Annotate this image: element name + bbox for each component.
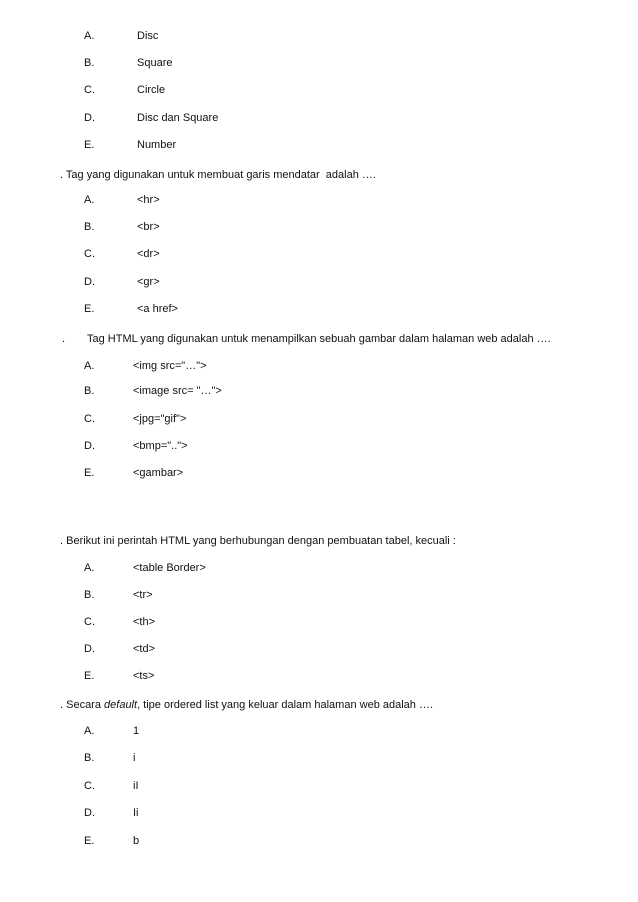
option-letter: C.	[84, 84, 95, 96]
question-text-emphasis: default	[104, 699, 138, 711]
option-text: Disc	[137, 30, 159, 42]
option-text: <table Border>	[133, 562, 206, 574]
question-text: . Berikut ini perintah HTML yang berhubungan dengan pembuatan tabel, kecuali :	[60, 535, 456, 547]
option-text: <dr>	[137, 248, 160, 260]
option-row	[0, 589, 638, 603]
option-letter: A.	[84, 360, 95, 372]
option-row	[0, 303, 638, 317]
option-row	[0, 413, 638, 427]
option-letter: D.	[84, 643, 95, 655]
option-text: <td>	[133, 643, 156, 655]
option-letter: E.	[84, 670, 95, 682]
option-row	[0, 276, 638, 290]
option-row	[0, 467, 638, 481]
option-letter: B.	[84, 221, 95, 233]
option-row	[0, 562, 638, 576]
option-letter: D.	[84, 440, 95, 452]
option-letter: D.	[84, 112, 95, 124]
option-text: b	[133, 835, 140, 847]
option-letter: B.	[84, 589, 95, 601]
option-row	[0, 725, 638, 739]
option-letter: B.	[84, 752, 95, 764]
option-row	[0, 835, 638, 849]
option-text: <hr>	[137, 194, 160, 206]
option-text: <gr>	[137, 276, 160, 288]
option-row	[0, 670, 638, 684]
option-row	[0, 194, 638, 208]
option-letter: A.	[84, 30, 95, 42]
option-letter: C.	[84, 248, 95, 260]
option-row	[0, 616, 638, 630]
option-letter: C.	[84, 780, 95, 792]
question-text-start: . Secara	[60, 699, 105, 711]
option-row	[0, 780, 638, 794]
option-row	[0, 440, 638, 454]
option-text: <jpg="gif">	[133, 413, 187, 425]
option-text: iI	[133, 780, 139, 792]
option-letter: E.	[84, 139, 95, 151]
option-letter: A.	[84, 194, 95, 206]
option-text: <image src= "…">	[133, 385, 222, 397]
option-row	[0, 139, 638, 153]
question-text-end: , tipe ordered list yang keluar dalam halaman web adalah ….	[137, 699, 434, 711]
option-row	[0, 57, 638, 71]
option-letter: E.	[84, 467, 95, 479]
option-text: <gambar>	[133, 467, 184, 479]
option-letter: A.	[84, 562, 95, 574]
option-row	[0, 807, 638, 821]
option-letter: A.	[84, 725, 95, 737]
option-row	[0, 360, 638, 374]
option-text: <th>	[133, 616, 156, 628]
option-row	[0, 385, 638, 399]
option-letter: E.	[84, 303, 95, 315]
option-letter: C.	[84, 616, 95, 628]
option-text: Square	[137, 57, 173, 69]
option-letter: B.	[84, 57, 95, 69]
option-row	[0, 84, 638, 98]
option-text: <img src="…">	[133, 360, 207, 372]
option-text: <bmp="..">	[133, 440, 188, 452]
question-text: Tag HTML yang digunakan untuk menampilkan sebuah gambar dalam halaman web adalah ….	[87, 333, 551, 345]
option-row	[0, 752, 638, 766]
option-text: <tr>	[133, 589, 153, 601]
option-text: Disc dan Square	[137, 112, 219, 124]
question-marker: .	[62, 333, 66, 345]
option-row	[0, 112, 638, 126]
option-text: Ii	[133, 807, 139, 819]
option-text: <br>	[137, 221, 160, 233]
option-text: i	[133, 752, 136, 764]
option-text: <ts>	[133, 670, 155, 682]
option-letter: C.	[84, 413, 95, 425]
option-text: Circle	[137, 84, 166, 96]
option-text: 1	[133, 725, 140, 737]
option-row	[0, 643, 638, 657]
question-text	[60, 699, 433, 711]
option-letter: B.	[84, 385, 95, 397]
option-text: <a href>	[137, 303, 178, 315]
option-letter: D.	[84, 276, 95, 288]
option-row	[0, 248, 638, 262]
option-letter: D.	[84, 807, 95, 819]
option-text: Number	[137, 139, 177, 151]
option-row	[0, 30, 638, 44]
option-row	[0, 221, 638, 235]
option-letter: E.	[84, 835, 95, 847]
question-text: . Tag yang digunakan untuk membuat garis mendatar adalah ….	[60, 169, 376, 181]
